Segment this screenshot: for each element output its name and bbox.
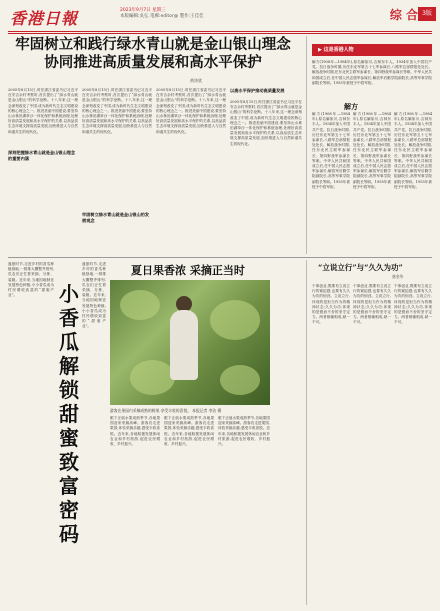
newspaper-logo: 香港日報 (10, 9, 79, 28)
right-intro: 解方(1908年—1984年),原名解如川,吉林东丰人。1934年加入中国共产党。抗日战争时期,历任东北军第五十七军参谋长,八路军总部情报处处长。解放战争时期,任东北民主联军参谋长、第四野战军参谋长等职。中华人民共和国成立后,任中国人民志愿军参谋长,解放军后勤学院副院长,高等军事学院副院长等职。1955年被授予中将军衔。 (312, 60, 432, 85)
right-title: 解方 (344, 103, 358, 111)
lead-subhead-3: 以高水平保护推动高质量发展 (230, 88, 285, 93)
opinion-col-2: 干事创业,既要有立说立行的紧迫感,也要有久久为功的韧劲。立说立行,体现的是担当作为的精神状态;久久为功,体现的是锲而不舍的坚守定力。两者相辅相成,缺一不可。 (353, 284, 391, 325)
opinion-col-1: 干事创业,既要有立说立行的紧迫感,也要有久久为功的韧劲。立说立行,体现的是担当作为的精神状态;久久为功,体现的是锲而不舍的坚守定力。两者相辅相成,缺一不可。 (312, 284, 350, 325)
editor-line: 本版編輯:吳弘 電郵:editor@ 製作:王佳佳 (120, 14, 204, 19)
lead-col-2: 2005年8月15日,时任浙江省委书记习近平在安吉余村考察时,首次提出了“绿水青山就是金山银山”的科学论断。十八年来,这一理念深刻改变了中国,成为新时代生态文明建设的核心理念之一。推进美丽中国建设,要坚持山水林田湖草沙一体化保护和系统治理,处理好高质量发展和高水平保护的关系,以高品质生态环境支撑高质量发展,加快推进人与自然和谐共生的现代化。 (82, 88, 152, 134)
lead-col-3: 2005年8月15日,时任浙江省委书记习近平在安吉余村考察时,首次提出了“绿水青山就是金山银山”的科学论断。十八年来,这一理念深刻改变了中国,成为新时代生态文明建设的核心理念之一。推进美丽中国建设,要坚持山水林田湖草沙一体化保护和系统治理,处理好高质量发展和高水平保护的关系,以高品质生态环境支撑高质量发展,加快推进人与自然和谐共生的现代化。 (156, 88, 226, 134)
lead-byline: 黄涛欣 (190, 78, 202, 83)
right-col-b: 解方(1908年—1984年),原名解如川,吉林东丰人。1934年加入中国共产党。抗日战争时期,历任东北军第五十七军参谋长,八路军总部情报处处长。解放战争时期,任东北民主联军参谋长、第四野战军参谋长等职。中华人民共和国成立后,任中国人民志愿军参谋长,解放军后勤学院副院长,高等军事学院副院长等职。1955年被授予中将军衔。 (353, 112, 391, 189)
feature-col-1: 盛夏时节,走进乡村的香瓜种植基地,一排排大棚整齐排列,瓜农们正忙着采摘、分拣、装箱。近年来,当地因地制宜发展特色种植,小小香瓜成为村民增收致富的“甜蜜产业”。 (8, 262, 54, 298)
photo-caption: 游客在果园内采摘成熟的鲜果,享受丰收的喜悦。 本报记者 李洁 摄 (110, 408, 222, 413)
right-banner: ▶ 这是香港人物 (312, 44, 432, 56)
right-col-a: 解方(1908年—1984年),原名解如川,吉林东丰人。1934年加入中国共产党。抗日战争时期,历任东北军第五十七军参谋长,八路军总部情报处处长。解放战争时期,任东北民主联军参谋长、第四野战军参谋长等职。中华人民共和国成立后,任中国人民志愿军参谋长,解放军后勤学院副院长,高等军事学院副院长等职。1955年被授予中将军衔。 (312, 112, 350, 189)
photo-story-title: 夏日果香浓 采摘正当时 (131, 264, 245, 277)
opinion-title: “立说立行”与“久久为功” (318, 263, 403, 272)
photo-story-col-3: 眼下正值水果成熟季节,各地果园迎来采摘高峰。游客们走进果园,体验采摘乐趣,感受丰收喜悦。近年来,各地积极发展休闲农业和乡村旅游,促进农民增收、乡村振兴。 (218, 416, 270, 447)
lead-col-4: 2005年8月15日,时任浙江省委书记习近平在安吉余村考察时,首次提出了“绿水青山就是金山银山”的科学论断。十八年来,这一理念深刻改变了中国,成为新时代生态文明建设的核心理念之一。推进美丽中国建设,要坚持山水林田湖草沙一体化保护和系统治理,处理好高质量发展和高水平保护的关系,以高品质生态环境支撑高质量发展,加快推进人与自然和谐共生的现代化。 (230, 100, 302, 146)
masthead-meta (120, 8, 204, 20)
lead-headline: 牢固树立和践行绿水青山就是金山银山理念 协同推进高质量发展和高水平保护 (15, 37, 291, 71)
mid-divider (8, 257, 432, 258)
lead-subhead-1: 深刻把握绿水青山就是金山银山理念的重要内涵 (8, 150, 76, 161)
page-number: 3版 (418, 7, 436, 21)
photo-credit: 本报记者 李洁 摄 (192, 408, 222, 413)
issue-date: 2023年9月7日 星期三 (120, 8, 166, 13)
photo-story-col-1: 眼下正值水果成熟季节,各地果园迎来采摘高峰。游客们走进果园,体验采摘乐趣,感受丰收喜悦。近年来,各地积极发展休闲农业和乡村旅游,促进农民增收、乡村振兴。 (110, 416, 160, 447)
lower-divider (306, 260, 307, 605)
lead-col-1: 2005年8月15日,时任浙江省委书记习近平在安吉余村考察时,首次提出了“绿水青山就是金山银山”的科学论断。十八年来,这一理念深刻改变了中国,成为新时代生态文明建设的核心理念之一。推进美丽中国建设,要坚持山水林田湖草沙一体化保护和系统治理,处理好高质量发展和高水平保护的关系,以高品质生态环境支撑高质量发展,加快推进人与自然和谐共生的现代化。 (8, 88, 78, 134)
right-col-c: 解方(1908年—1984年),原名解如川,吉林东丰人。1934年加入中国共产党。抗日战争时期,历任东北军第五十七军参谋长,八路军总部情报处处长。解放战争时期,任东北民主联军参谋长、第四野战军参谋长等职。中华人民共和国成立后,任中国人民志愿军参谋长,解放军后勤学院副院长,高等军事学院副院长等职。1955年被授予中将军衔。 (394, 112, 432, 189)
top-rule (8, 31, 432, 32)
opinion-author: 唐金华 (392, 274, 404, 279)
masthead (8, 4, 432, 30)
section-title: 综 合 (389, 8, 418, 22)
opinion-col-3: 干事创业,既要有立说立行的紧迫感,也要有久久为功的韧劲。立说立行,体现的是担当作为的精神状态;久久为功,体现的是锲而不舍的坚守定力。两者相辅相成,缺一不可。 (394, 284, 432, 325)
top-rule-2 (8, 33, 432, 34)
feature-title: 小香瓜解锁甜蜜致富密码 (59, 282, 79, 546)
photo-story-col-2: 眼下正值水果成熟季节,各地果园迎来采摘高峰。游客们走进果园,体验采摘乐趣,感受丰收喜悦。近年来,各地积极发展休闲农业和乡村旅游,促进农民增收、乡村振兴。 (164, 416, 214, 447)
column-divider (306, 36, 307, 254)
orchard-photo (110, 280, 270, 405)
lead-subhead-2: 牢固树立绿水青山就是金山银山的发展观念 (82, 212, 150, 223)
feature-col-2: 盛夏时节,走进乡村的香瓜种植基地,一排排大棚整齐排列,瓜农们正忙着采摘、分拣、装箱。近年来,当地因地制宜发展特色种植,小小香瓜成为村民增收致富的“甜蜜产业”。 (82, 262, 106, 329)
